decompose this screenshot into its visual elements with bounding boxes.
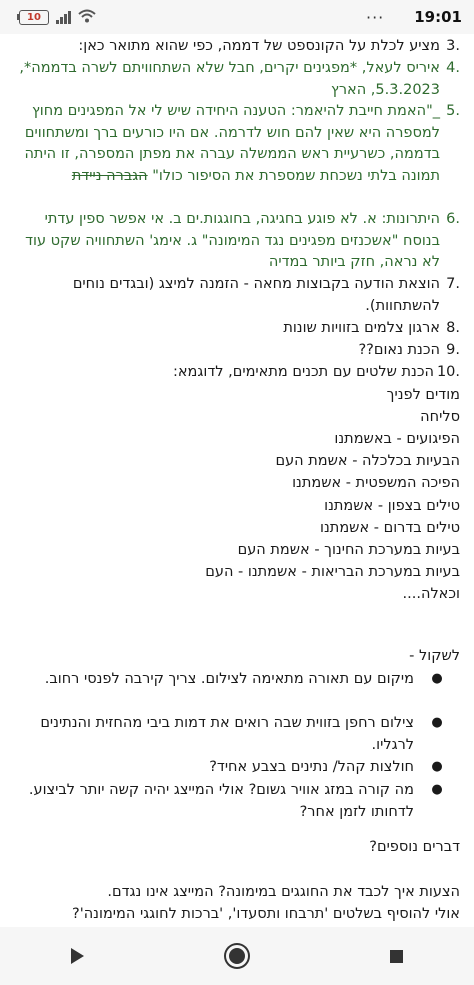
sign-line: טילים בדרום - אשמתנו <box>320 520 460 536</box>
list-item-6 <box>8 209 460 274</box>
back-button[interactable] <box>71 948 84 964</box>
status-clock: 19:01 <box>414 8 462 26</box>
battery-level: 10 <box>19 10 49 25</box>
status-icons <box>16 8 96 27</box>
consider-item: ● מיקום עם תאורה מתאימה לצילום. צריך קירבה לפנסי רחוב. <box>8 668 460 690</box>
list-number: .4 <box>446 60 460 76</box>
list-text: הכנת שלטים עם תכנים מתאימים, לדוגמא: <box>172 364 434 380</box>
sign-line: וכאלה.... <box>402 586 460 602</box>
list-number: .6 <box>446 211 460 227</box>
bullet-icon: ● <box>431 671 443 686</box>
list-item-8 <box>8 318 460 340</box>
more-heading: דברים נוספים? <box>369 839 460 855</box>
wifi-icon <box>78 8 96 27</box>
sign-line: מודים לפניך <box>386 387 460 403</box>
list-item-4 <box>8 58 460 101</box>
paragraph: אולי להוסיף בשלטים 'תרבחו ותסעדו', 'ברכות לחוגגי המימונה'? <box>72 906 460 922</box>
list-item-10 <box>8 362 460 384</box>
battery-icon <box>16 10 49 25</box>
sign-line: סליחה <box>420 409 460 425</box>
list-text: ארגון צלמים בזוויות שונות <box>283 320 440 336</box>
list-number: .8 <box>446 320 460 336</box>
sign-line: הבעיות בכלכלה - אשמת העם <box>275 453 460 469</box>
home-button[interactable] <box>226 945 248 967</box>
list-number: .3 <box>446 38 460 54</box>
consider-heading: לשקול - <box>409 648 460 664</box>
list-number: .10 <box>436 364 460 380</box>
consider-item: ● חולצות קהל/ נתינים בצבע אחיד? <box>8 756 460 778</box>
quote-text: _"האמת חייבת להיאמר: הטענה היחידה שיש לי אל המפגינים מחוץ למספרה היא שאין להם חוש לדרמה. אם היו כורעים ברך ומשתחווים בדממה, כשרעיית ראש הממשלה עברה את מפתן המספרה, זו היתה תמונה בלתי נשכחת שמספרת את הסיפור כולו" <box>24 103 440 184</box>
list-number: .7 <box>446 276 460 292</box>
bullet-icon: ● <box>431 715 443 730</box>
status-bar <box>0 0 474 34</box>
sign-line: בעיות במערכת החינוך - אשמת העם <box>237 542 460 558</box>
list-item-7 <box>8 274 460 317</box>
navigation-bar <box>0 927 474 985</box>
list-text: היתרונות: א. לא פוגע בחגיגה, בחוגגות.ים ב. אי אפשר ספין עדתי בנוסח "אשכנזים מפגינים נגד המימונה" ג. אימג' השתחוויה שקט עוד לא נראה, חזק ביותר במדיה <box>25 211 440 270</box>
list-item-5 <box>8 101 460 187</box>
list-item-3 <box>8 36 460 58</box>
struck-text: הגברה ניידת <box>71 167 148 184</box>
list-text: הכנת נאום?? <box>358 342 440 358</box>
signal-icon <box>56 10 72 24</box>
bullet-icon: ● <box>431 759 443 774</box>
list-text <box>8 101 440 187</box>
list-number: .5 <box>446 103 460 119</box>
bullet-icon: ● <box>431 782 443 797</box>
sign-line: בעיות במערכת הבריאות - אשמתנו - העם <box>205 564 460 580</box>
sign-line: הפיכה המשפטית - אשמתנו <box>292 475 460 491</box>
more-notifications-icon: ··· <box>365 7 385 27</box>
list-text: מציע לכלת על הקונספט של דממה, כפי שהוא מתואר כאן: <box>78 38 440 54</box>
sign-line: טילים בצפון - אשמתנו <box>324 498 460 514</box>
list-number: .9 <box>446 342 460 358</box>
list-item-9 <box>8 340 460 362</box>
consider-item: ● צילום רחפן בזווית שבה רואים את דמות ביבי מהחזית והנתינים לרגליו. <box>8 712 460 756</box>
sign-line: הפיגועים - באשמתנו <box>334 431 460 447</box>
paragraph: הצעות איך לכבד את החוגגים במימונה? המייצג אינו נגדם. <box>107 884 460 900</box>
recent-apps-button[interactable] <box>390 950 403 963</box>
list-text: איריס לעאל, *מפגינים יקרים, חבל שלא השתחוויתם לשרה בדממה*, 5.3.2023, הארץ <box>19 60 440 98</box>
document-view[interactable] <box>0 34 474 927</box>
list-text: הוצאת הודעה בקבוצות מחאה - הזמנה למיצג (ובגדים נוחים להשתחוות). <box>72 276 440 314</box>
consider-item: ● מה קורה במזג אוויר גשום? אולי המייצג יהיה קשה יותר לביצוע. לדחותו לזמן אחר? <box>8 779 460 823</box>
